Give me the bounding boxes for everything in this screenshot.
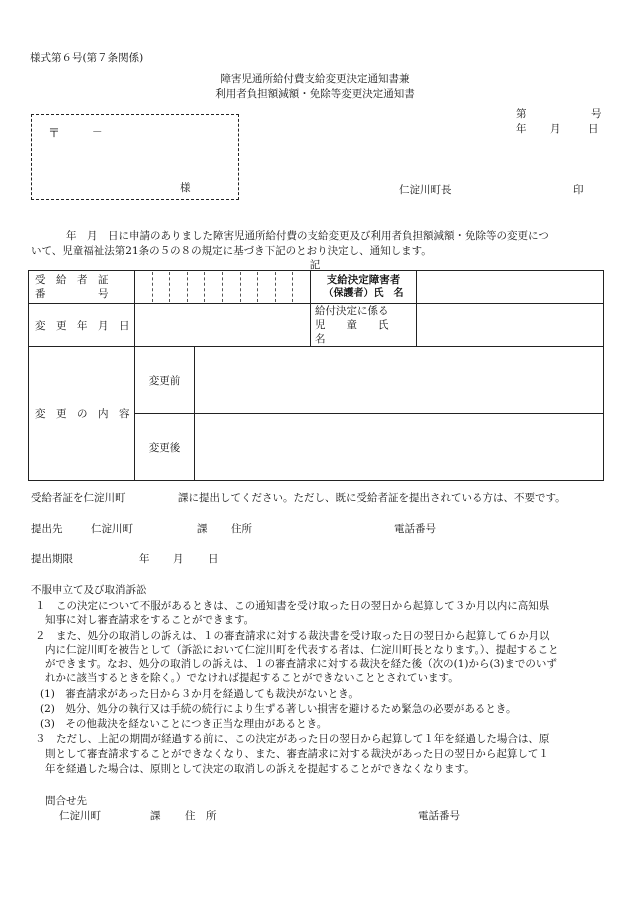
appeal-p2-line3: ができます。なお、処分の取消しの訴えは、１の審査請求に対する裁決を経た後（次の(1)から(3)までのいず [45, 658, 557, 670]
title-line-1: 障害児通所給付費支給変更決定通知書兼 [220, 73, 410, 85]
postal-mark: 〒 [48, 126, 61, 140]
appeal-p2-line4: れかに該当するときを除く。）でなければ提起することができないこととされています。 [45, 672, 459, 684]
cert-label-line-1: 受 給 者 証 [35, 274, 109, 286]
contact-town: 仁淀川町 [59, 810, 101, 822]
appeal-item-3: (3) その他裁決を経ないことにつき正当な理由があるとき。 [40, 718, 328, 730]
appeal-p1-line1: １ この決定について不服があるときは、この通知書を受け取った日の翌日から起算して３か月以内に高知県 [35, 600, 550, 612]
deadline-label: 提出期限 [31, 553, 73, 565]
appeal-p3-line2: 則として審査請求することができなくなり、また、審査請求に対する裁決があった日の翌日から起算して１ [45, 748, 549, 760]
submit-to-addr: 住所 [231, 523, 252, 535]
child-label-line-1: 給付決定に係る [315, 305, 389, 317]
child-name-value[interactable] [417, 304, 604, 347]
intro-line-1: 年 月 日に申請のありました障害児通所給付費の支給変更及び利用者負担額減額・免除等の変更につ [66, 230, 549, 242]
appeal-p1-line2: 知事に対し審査請求をすることができます。 [45, 614, 255, 626]
after-label: 変更後 [135, 414, 195, 481]
after-value[interactable] [195, 414, 604, 481]
addressee-sama: 様 [180, 182, 191, 194]
contact-addr: 住 所 [185, 810, 217, 822]
ki-label: 記 [309, 259, 321, 271]
appeal-item-1: (1) 審査請求があった日から３か月を経過しても裁決がないとき。 [40, 688, 359, 700]
cert-label-line-2: 番 号 [35, 288, 109, 300]
date-month: 月 [550, 123, 561, 135]
deadline-year: 年 [139, 553, 150, 565]
issuer-name: 仁淀川町長 [399, 184, 452, 196]
change-content-label: 変 更 の 内 容 [29, 347, 135, 481]
before-value[interactable] [195, 347, 604, 414]
submit-note: 受給者証を仁淀川町 課に提出してください。ただし、既に受給者証を提出されている方は、不要です。 [31, 492, 566, 504]
postal-dash: － [92, 126, 103, 138]
contact-label: 問合せ先 [45, 795, 87, 807]
appeal-item-2: (2) 処分、処分の執行又は手続の続行により生ずる著しい損害を避けるため緊急の必要があるとき。 [40, 703, 517, 715]
before-label: 変更前 [135, 347, 195, 414]
decided-person-value[interactable] [417, 271, 604, 304]
decision-table [28, 270, 604, 481]
appeal-p2-line1: ２ また、処分の取消しの訴えは、１の審査請求に対する裁決書を受け取った日の翌日から起算して６か月以 [35, 630, 550, 642]
contact-ka: 課 [150, 810, 161, 822]
contact-tel: 電話番号 [418, 810, 460, 822]
decided-person-line-2: （保護者）氏 名 [323, 288, 404, 299]
submit-to-ka: 課 [197, 523, 208, 535]
doc-no-dai: 第 [516, 108, 527, 120]
child-name-label [311, 304, 417, 347]
change-date-value[interactable] [135, 304, 311, 347]
submit-to-town: 仁淀川町 [91, 523, 133, 535]
title-line-2: 利用者負担額減額・免除等変更決定通知書 [215, 88, 415, 100]
date-day: 日 [588, 123, 599, 135]
deadline-day: 日 [208, 553, 219, 565]
cert-number-label [29, 271, 135, 304]
deadline-month: 月 [173, 553, 184, 565]
child-label-line-2: 児 童 氏 名 [315, 319, 410, 345]
date-year: 年 [516, 123, 527, 135]
cert-number-cells[interactable] [135, 271, 311, 304]
appeal-p2-line2: 内に仁淀川町を被告として（訴訟において仁淀川町を代表する者は、仁淀川町長となります。）、提起すること [45, 644, 559, 656]
intro-line-2: いて、児童福祉法第21条の５の８の規定に基づき下記のとおり決定し、通知します。 [31, 245, 432, 257]
decided-person-label [311, 271, 417, 304]
form-number: 様式第６号(第７条関係) [30, 52, 144, 64]
digit-boxes [135, 272, 310, 302]
issuer-seal: 印 [573, 184, 584, 196]
doc-no-go: 号 [591, 108, 602, 120]
appeal-p3-line1: ３ ただし、上記の期間が経過する前に、この決定があった日の翌日から起算して１年を経過した場合は、原 [35, 733, 550, 745]
change-date-label: 変 更 年 月 日 [29, 304, 135, 347]
appeal-heading: 不服申立て及び取消訴訟 [31, 584, 147, 596]
appeal-p3-line3: 年を経過した場合は、原則として決定の取消しの訴えを提起することができなくなります。 [45, 763, 475, 775]
decided-person-line-1: 支給決定障害者 [326, 274, 401, 286]
address-box [31, 114, 239, 200]
submit-to-tel: 電話番号 [394, 523, 436, 535]
submit-to-label: 提出先 [31, 523, 63, 535]
